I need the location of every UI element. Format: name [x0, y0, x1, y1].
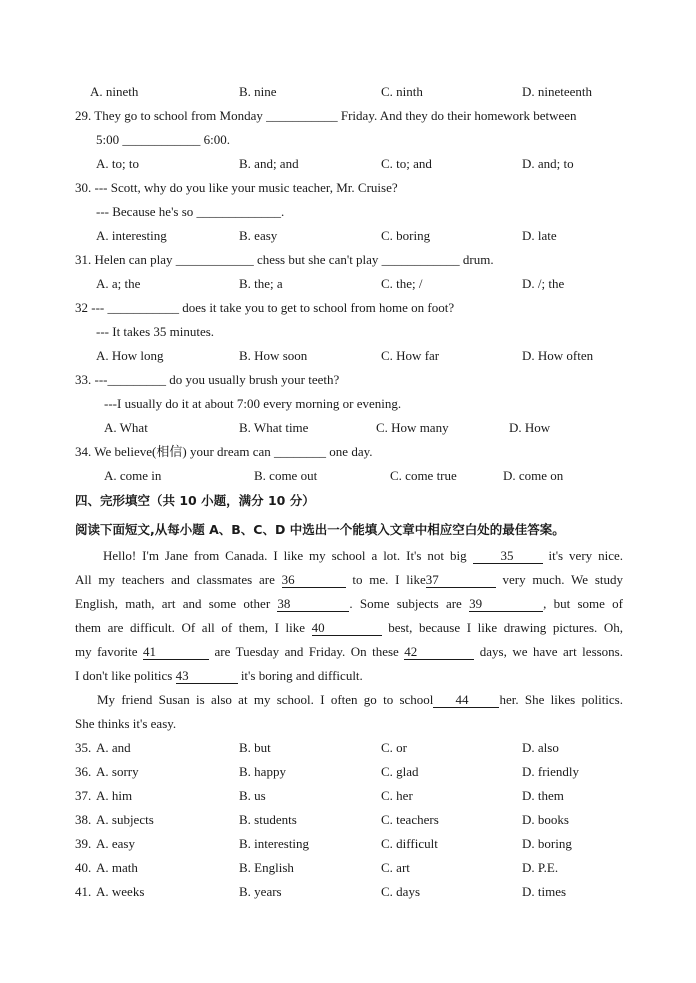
blank-44[interactable]: 44	[433, 693, 499, 708]
answer-option-a[interactable]: A. sorry	[96, 764, 139, 779]
q30-stem-cont	[0, 202, 696, 222]
answer-row-41	[0, 882, 696, 902]
blank-42[interactable]: 42	[404, 645, 474, 660]
blank-36[interactable]: 36	[282, 573, 346, 588]
passage-line: English, math, art and some other 38 . Some subjects are 39 , but some of	[75, 596, 624, 611]
answer-option-b[interactable]: B. but	[239, 740, 271, 755]
section-4-instruction: 阅读下面短文,从每小题 A、B、C、D 中选出一个能填入文章中相应空白处的最佳答案。	[75, 522, 565, 537]
q34-option-c: C. come true	[390, 468, 457, 483]
q31-option-b: B. the; a	[239, 276, 283, 291]
q33-stem-cont	[0, 394, 696, 414]
answer-number: 37.	[75, 788, 92, 803]
q33-option-d: D. How	[509, 420, 551, 435]
q29-option-c: C. to; and	[381, 156, 432, 171]
answer-row-36	[0, 762, 696, 782]
q29-options	[0, 154, 696, 174]
answer-option-c[interactable]: C. or	[381, 740, 407, 755]
blank-40[interactable]: 40	[312, 621, 382, 636]
q28-option-a: A. nineth	[90, 84, 139, 99]
q30-stem	[0, 178, 696, 198]
answer-row-38	[0, 810, 696, 830]
answer-number: 39.	[75, 836, 92, 851]
answer-option-b[interactable]: B. happy	[239, 764, 286, 779]
answer-option-a[interactable]: A. him	[96, 788, 133, 803]
q29-option-d: D. and; to	[522, 156, 574, 171]
q34-option-d: D. come on	[503, 468, 564, 483]
passage-line: All my teachers and classmates are 36 to me. I like37 very much. We study	[75, 572, 623, 587]
q31-option-a: A. a; the	[96, 276, 141, 291]
answer-option-d[interactable]: D. P.E.	[522, 860, 559, 875]
answer-option-c[interactable]: C. days	[381, 884, 420, 899]
answer-option-d[interactable]: D. times	[522, 884, 567, 899]
blank-39[interactable]: 39	[469, 597, 543, 612]
answer-option-b[interactable]: B. students	[239, 812, 297, 827]
q28-option-d: D. nineteenth	[522, 84, 593, 99]
q29-line1: 29. They go to school from Monday ___________ Friday. And they do their homework between	[75, 108, 577, 123]
q28-option-c: C. ninth	[381, 84, 423, 99]
answer-number: 35.	[75, 740, 92, 755]
q33-line2: ---I usually do it at about 7:00 every morning or evening.	[104, 396, 402, 411]
q30-option-a: A. interesting	[96, 228, 167, 243]
q29-stem	[0, 106, 696, 126]
answer-option-c[interactable]: C. difficult	[381, 836, 438, 851]
answer-option-b[interactable]: B. English	[239, 860, 294, 875]
answer-option-b[interactable]: B. us	[239, 788, 266, 803]
answer-row-37	[0, 786, 696, 806]
q34-options	[0, 466, 696, 486]
q33-line1: 33. ---_________ do you usually brush your teeth?	[75, 372, 340, 387]
answer-option-a[interactable]: A. and	[96, 740, 131, 755]
answer-option-a[interactable]: A. subjects	[96, 812, 154, 827]
answer-option-d[interactable]: D. friendly	[522, 764, 580, 779]
answer-row-35	[0, 738, 696, 758]
section-instruction	[0, 520, 696, 540]
blank-41[interactable]: 41	[143, 645, 209, 660]
q30-options	[0, 226, 696, 246]
q34-option-a: A. come in	[104, 468, 162, 483]
answer-option-a[interactable]: A. easy	[96, 836, 135, 851]
answer-option-d[interactable]: D. boring	[522, 836, 572, 851]
q31-options	[0, 274, 696, 294]
q33-option-c: C. How many	[376, 420, 449, 435]
passage-paragraph-2	[75, 688, 623, 736]
q34-option-b: B. come out	[254, 468, 318, 483]
q29-line2: 5:00 ____________ 6:00.	[96, 132, 230, 147]
answer-number: 36.	[75, 764, 92, 779]
q32-options	[0, 346, 696, 366]
answer-row-39	[0, 834, 696, 854]
passage-line: My friend Susan is also at my school. I often go to school 44 her. She likes politics.	[97, 692, 623, 707]
passage-line: I don't like politics 43 it's boring and difficult.	[75, 668, 363, 683]
q32-line2: --- It takes 35 minutes.	[96, 324, 215, 339]
q30-option-b: B. easy	[239, 228, 278, 243]
q28-option-b: B. nine	[239, 84, 277, 99]
answer-option-d[interactable]: D. also	[522, 740, 559, 755]
q29-option-b: B. and; and	[239, 156, 299, 171]
q32-option-a: A. How long	[96, 348, 164, 363]
answer-number: 40.	[75, 860, 92, 875]
q33-option-b: B. What time	[239, 420, 309, 435]
q32-stem-cont	[0, 322, 696, 342]
q34-stem	[0, 442, 696, 462]
q29-stem-cont	[0, 130, 696, 150]
q33-options	[0, 418, 696, 438]
passage-line: Hello! I'm Jane from Canada. I like my school a lot. It's not big 35 it's very nice.	[103, 548, 624, 563]
blank-37[interactable]: 37	[426, 573, 496, 588]
blank-35[interactable]: 35	[473, 549, 543, 564]
q30-option-d: D. late	[522, 228, 557, 243]
q30-line1: 30. --- Scott, why do you like your music teacher, Mr. Cruise?	[75, 180, 398, 195]
q32-line1: 32 --- ___________ does it take you to get to school from home on foot?	[75, 300, 455, 315]
answer-option-c[interactable]: C. art	[381, 860, 410, 875]
q32-stem	[0, 298, 696, 318]
answer-option-d[interactable]: D. them	[522, 788, 564, 803]
section-heading	[0, 491, 696, 511]
passage-line: them are difficult. Of all of them, I like 40 best, because I like drawing pictures. Oh,	[75, 620, 624, 635]
answer-option-c[interactable]: C. her	[381, 788, 413, 803]
answer-option-c[interactable]: C. teachers	[381, 812, 439, 827]
q33-option-a: A. What	[104, 420, 148, 435]
q32-option-d: D. How often	[522, 348, 594, 363]
passage-paragraph-1	[75, 544, 623, 688]
q28-options	[0, 82, 696, 102]
answer-row-40	[0, 858, 696, 878]
q31-option-d: D. /; the	[522, 276, 565, 291]
blank-43[interactable]: 43	[176, 669, 238, 684]
passage-line: my favorite 41 are Tuesday and Friday. On these 42 days, we have art lessons.	[75, 644, 623, 659]
q32-option-b: B. How soon	[239, 348, 308, 363]
passage-line: She thinks it's easy.	[75, 716, 177, 731]
q30-line2: --- Because he's so _____________.	[96, 204, 285, 219]
q31-option-c: C. the; /	[381, 276, 423, 291]
q30-option-c: C. boring	[381, 228, 431, 243]
q33-stem	[0, 370, 696, 390]
answer-option-d[interactable]: D. books	[522, 812, 569, 827]
answer-option-c[interactable]: C. glad	[381, 764, 419, 779]
answer-option-b[interactable]: B. interesting	[239, 836, 310, 851]
answer-option-a[interactable]: A. weeks	[96, 884, 145, 899]
section-4-title: 四、完形填空（共 10 小题，满分 10 分）	[75, 493, 315, 508]
answer-option-a[interactable]: A. math	[96, 860, 138, 875]
q34-line1: 34. We believe(相信) your dream can ________ one day.	[75, 444, 373, 459]
answer-number: 41.	[75, 884, 92, 899]
q29-option-a: A. to; to	[96, 156, 139, 171]
blank-38[interactable]: 38	[277, 597, 349, 612]
q31-line1: 31. Helen can play ____________ chess but she can't play ____________ drum.	[75, 252, 494, 267]
answer-number: 38.	[75, 812, 92, 827]
answer-option-b[interactable]: B. years	[239, 884, 282, 899]
q31-stem	[0, 250, 696, 270]
q32-option-c: C. How far	[381, 348, 440, 363]
